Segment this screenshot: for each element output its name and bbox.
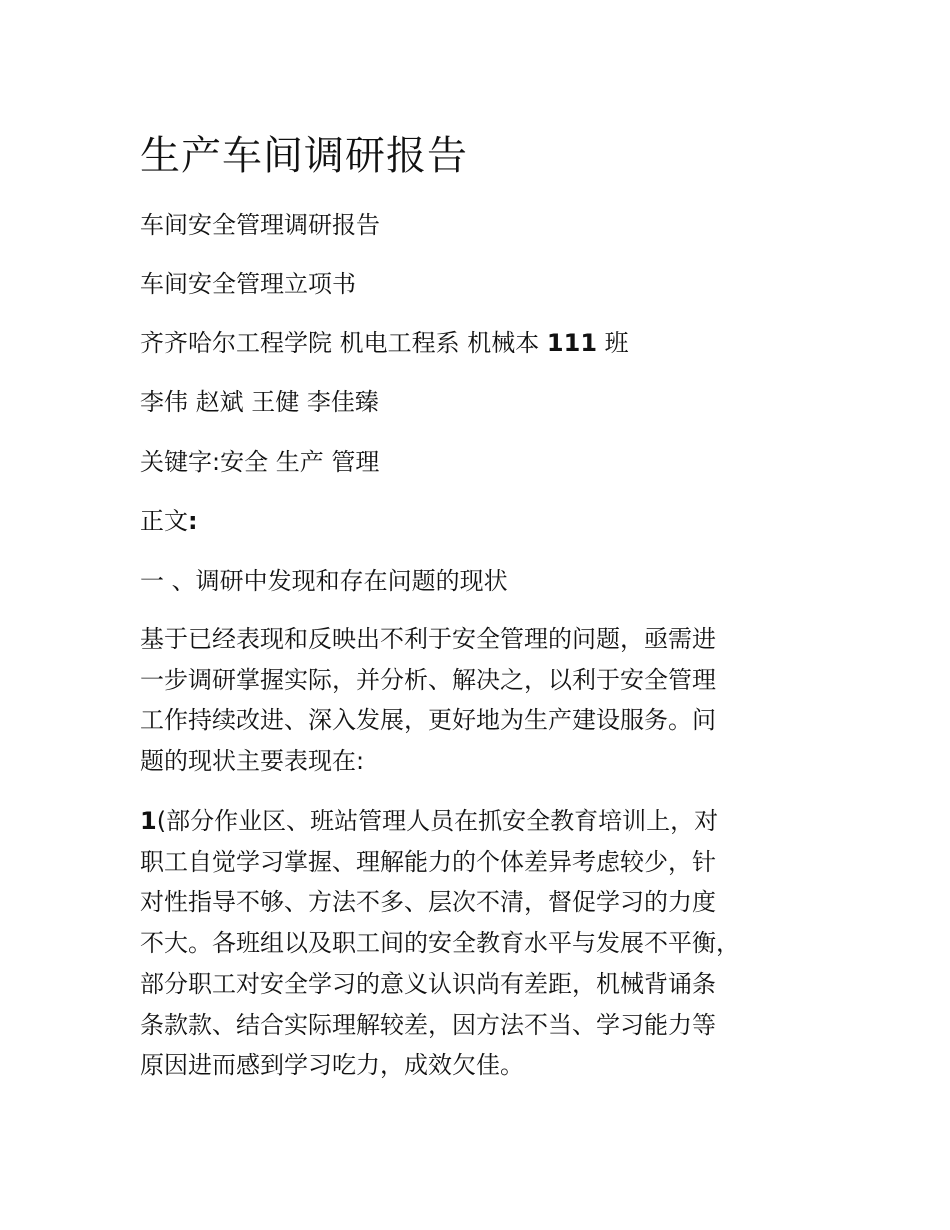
item-line: 条款款、结合实际理解较差，因方法不当、学习能力等 <box>140 1010 716 1039</box>
section-heading: 一 、调研中发现和存在问题的现状 <box>140 567 508 595</box>
keyword: 生产 <box>275 448 324 476</box>
author: 李佳臻 <box>306 388 379 416</box>
keywords-label: 关键字: <box>140 448 221 476</box>
item-line: 职工自觉学习掌握、理解能力的个体差异考虑较少，针 <box>140 847 716 876</box>
paragraph-1 <box>140 619 808 782</box>
author-list <box>140 387 379 417</box>
keywords <box>140 447 379 477</box>
item-first-line: 1(部分作业区、班站管理人员在抓安全教育培训上，对 <box>140 807 719 835</box>
school-name: 齐齐哈尔工程学院 <box>140 329 332 357</box>
body-label: 正文: <box>140 507 198 535</box>
project-label: 车间安全管理立项书 <box>140 270 356 298</box>
paragraph-line: 基于已经表现和反映出不利于安全管理的问题，亟需进 <box>140 625 716 653</box>
item-line: 原因进而感到学习吃力，成效欠佳。 <box>140 1051 524 1080</box>
paragraph-line: 工作持续改进、深入发展，更好地为生产建设服务。问 <box>140 706 716 735</box>
item-line: 对性指导不够、方法不多、层次不清，督促学习的力度 <box>140 888 716 917</box>
item-line: 不大。各班组以及职工间的安全教育水平与发展不平衡， <box>140 929 740 958</box>
subtitle: 车间安全管理调研报告 <box>140 211 380 239</box>
author: 李伟 <box>140 388 188 416</box>
document-title: 生产车间调研报告 <box>140 133 468 179</box>
author: 赵斌 <box>195 388 244 416</box>
item-number: 1 <box>140 807 157 835</box>
class-number: 111 <box>546 329 598 357</box>
item-1 <box>140 801 808 1086</box>
department-name: 机电工程系 <box>339 329 460 357</box>
keyword: 管理 <box>331 448 380 476</box>
item-line: 部分职工对安全学习的意义认识尚有差距，机械背诵条 <box>140 969 716 998</box>
class-name: 机械本 111 班 <box>467 329 629 357</box>
affiliation <box>140 328 629 358</box>
author: 王健 <box>251 388 300 416</box>
keyword: 安全 <box>220 448 269 476</box>
paragraph-line: 一步调研掌握实际，并分析、解决之，以利于安全管理 <box>140 665 716 694</box>
paragraph-line: 题的现状主要表现在: <box>140 747 365 776</box>
